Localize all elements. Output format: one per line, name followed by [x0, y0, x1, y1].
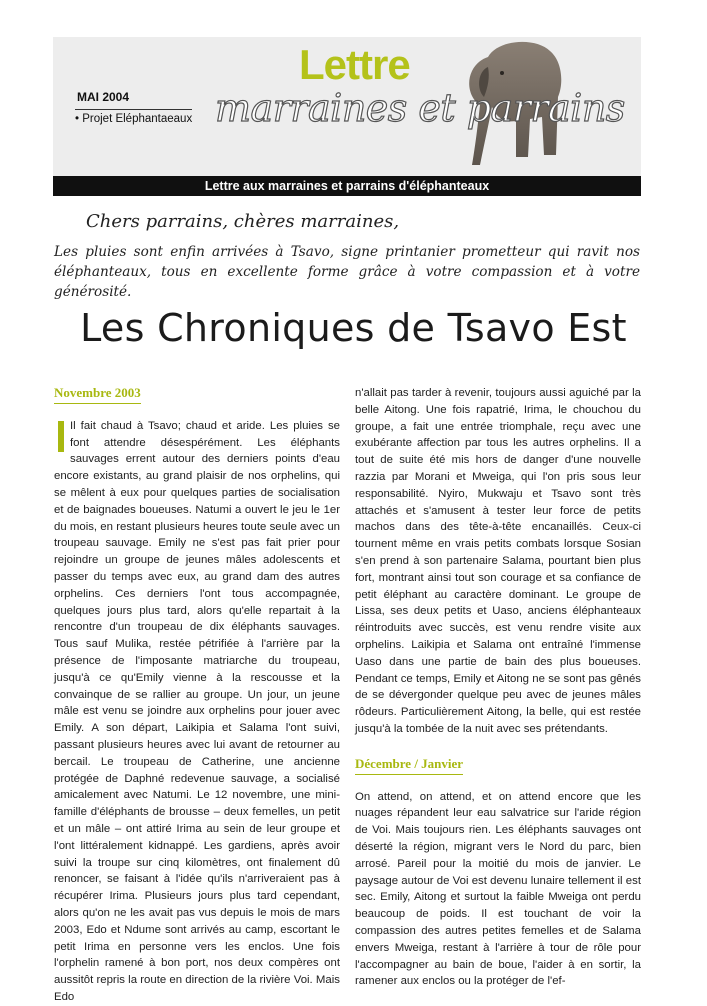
article-text-november: Il fait chaud à Tsavo; chaud et aride. Les pluies se font attendre désespérément. Les éléphants sauvages errent autour des derniers points d'eau encore existants, au grand plaisir de nos orphelins, qui se mêlent à eux pour quelques parties de socialisation et de baignades boueuses. Natumi a ouvert le jeu le 1er du mois, en restant plusieurs heures toute seule avec un troupeau sauvage. Emily ne s'est pas fait prier pour rejoindre un groupe de jeunes mâles adolescents et passer du temps avec eux, au grand dam des autres orphelins. Ces derniers l'ont tous accompagnée, quelques jours plus tard, alors qu'elle repartait à la rencontre d'un troupeau de dix éléphants sauvages. Tous sauf Mulika, restée pétrifiée à l'arrière par la présence de l'imposante matriarche du troupeau, jusqu'à ce qu'Emily vienne à la rescousse et la convainque de se rallier au groupe. Un jour, un jeune mâle est venu se joindre aux orphelins pour jouer avec Emily. A son départ, Laikipia et Salama l'ont suivi, passant plusieurs heures avec lui avant de retourner au bercail. Le troupeau de Catherine, une ancienne protégée de Daphné redevenue sauvage, a socialisé amicalement avec Natumi. Le 12 novembre, une mini-famille d'éléphants de brousse – deux femelles, un petit et un mâle – ont attiré Irima au sein de leur groupe et l'ont littéralement kidnappé. Les gardiens, après avoir suivi la troupe sur cinq kilomètres, ont finalement dû renoncer, se faisant à l'idée qu'ils n'arriveraient pas à récupérer Irima. Plusieurs jours plus tard cependant, alors qu'on ne les avait pas vus depuis le mois de mars 2003, Edo et Ndume sont arrivés au camp, escortant le petit Irima en personne vers les enclos. Une fois l'orphelin ramené à bon port, nos deux compères ont aussitôt repris la route en direction de la rivière Voi. Mais Edo: [54, 419, 340, 1003]
article-text-december: On attend, on attend, et on attend encore que les nuages répandent leur eau salvatrice sur l'aride région de Voi. Mais toujours rien. Les éléphants sauvages ont déserté la région, migrant vers le Nord du parc, bien arrosé. Pareil pour la moitié du mois de janvier. Le paysage autour de Voi est devenu lunaire tellement il est sec. Emily, Aitong et surtout la faible Mweiga ont perdu beaucoup de poids. Il est touchant de voir la compassion des autres petites femelles et de Salama envers Mweiga, restant à l'arrière à tour de rôle pour l'accompagner au bain de boue, l'aider à en sortir, la ramener aux enclos ou la protéger de l'ef-: [355, 790, 641, 988]
subtitle-bar: Lettre aux marraines et parrains d'éléphanteaux: [53, 176, 641, 196]
intro-paragraph: Les pluies sont enfin arrivées à Tsavo, signe printanier prometteur qui ravit nos éléphanteaux, tous en excellente forme grâce à votre compassion et à votre générosité.: [54, 244, 640, 300]
right-column: [355, 385, 641, 990]
section-heading-december: Décembre / Janvier: [355, 756, 463, 775]
page-title: Les Chroniques de Tsavo Est: [80, 306, 627, 350]
masthead-word-marraines: marraines et parrains: [215, 86, 625, 130]
masthead-word-lettre: Lettre: [299, 41, 410, 88]
greeting: Chers parrains, chères marraines,: [86, 211, 400, 232]
article-text-november-continued: n'allait pas tarder à revenir, toujours aussi aguiché par la belle Aitong. Une fois rapatrié, Irima, le chouchou du groupe, a fait une entrée triomphale, reçu avec une exubérante affection par tous les autres orphelins. Il a tout de suite été mis hors de danger d'une nouvelle razzia par Morani et Mweiga, qui l'on pris sous leur responsabilité. Nyiro, Mukwaju et Tsavo sont très attachés et s'amusent à tester leur force de petits machos dans des tête-à-tête encanaillés. Ceux-ci tournent même en vrais petits combats lorsque Sosian s'en prend à son partenaire Salama, pourtant bien plus fort, montrant ainsi tout son courage et sa confiance de petit éléphant au caractère dominant. Le groupe de Lissa, ses deux petits et Uaso, anciens éléphanteaux réintroduits avec succès, est venu rendre visite aux orphelins. Laikipia et Salama ont entraîné l'immense Uaso dans une partie de bain des plus boueuses. Pendant ce temps, Emily et Aitong ne se sont pas gênés de se dévergonder quelque peu avec de jeunes mâles rôdeurs. Particulièrement Aitong, la belle, qui est restée jusqu'à la tombée de la nuit avec ses prétendants.: [355, 387, 641, 735]
issue-date: MAI 2004: [77, 90, 130, 104]
masthead-banner: [53, 37, 641, 176]
left-column: [54, 385, 340, 1006]
project-label: • Projet Eléphantaeaux: [75, 109, 192, 125]
article-paragraph: [54, 418, 340, 1006]
section-heading-november: Novembre 2003: [54, 385, 141, 404]
drop-cap-bar: [58, 421, 64, 452]
